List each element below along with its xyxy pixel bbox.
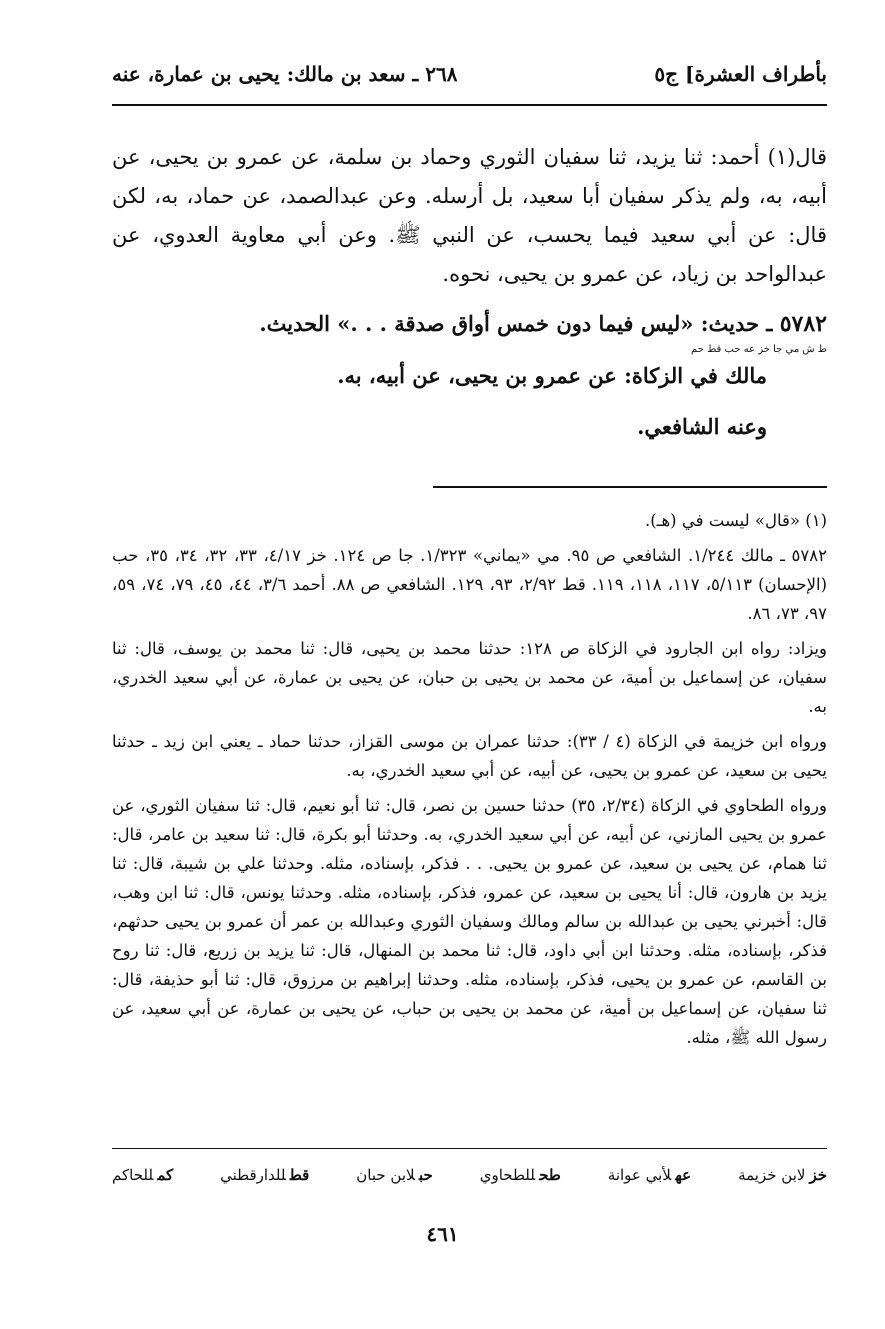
hadith-heading — [112, 304, 827, 344]
header-rule — [112, 104, 827, 106]
footnote-sources: ٥٧٨٢ ـ مالك ١/٢٤٤. الشافعي ص ٩٥. مي «يماني» ١/٣٢٣. جا ص ١٢٤. خز ٤/١٧، ٣٣، ٣٢، ٣٤، ٣٥، حب (الإحسان) ٥/١١٣، ١١٧، ١١٨، ١١٩. قط ٢/٩٢، ٩٣، ١٢٩. الشافعي ص ٨٨. أحمد ٣/٦، ٤٤، ٤٥، ٧٩، ٧٤، ٥٩، ٩٧، ٧٣، ٨٦. — [112, 546, 828, 623]
footnote-khuzaima: ورواه ابن خزيمة في الزكاة (٤ / ٣٣): حدثنا عمران بن موسى القزاز، حدثنا حماد ـ يعني ابن زيد ـ حدثنا يحيى بن سعيد، عن عمرو بن يحيى، عن أبيه، عن أبي سعيد الخدري، به. — [112, 732, 827, 780]
main-text — [112, 138, 827, 446]
hadith-text: ـ حديث: «ليس فيما دون خمس أواق صدقة . . .» الحديث. — [259, 311, 773, 336]
abbreviations-legend — [112, 1166, 827, 1184]
abbreviations-rule — [112, 1148, 827, 1149]
abbr-item: طحللطحاوي — [479, 1166, 561, 1184]
abbr-item: قطللدارقطني — [220, 1166, 310, 1184]
abbr-item: خزلابن خزيمة — [738, 1166, 827, 1184]
footnote-1: (١) «قال» ليست في (هـ). — [644, 511, 827, 530]
paragraph-shafii: وعنه الشافعي. — [637, 414, 767, 439]
paragraph-malik: مالك في الزكاة: عن عمرو بن يحيى، عن أبيه، به. — [337, 363, 767, 388]
abbr-item: حبلابن حبان — [356, 1166, 433, 1184]
abbr-item: عهلأبي عوانة — [607, 1166, 692, 1184]
paragraph-ahmad: قال(١) أحمد: ثنا يزيد، ثنا سفيان الثوري وحماد بن سلمة، عن عمرو بن يحيى، عن أبيه، به، ولم يذكر سفيان أبا سعيد، بل أرسله. وعن عبدالصمد، عن حماد، به، لكن قال: عن أبي سعيد فيما يحسب، عن النبي ﷺ. وعن أبي معاوية العدوي، عن عبدالواحد بن زياد، عن عمرو بن يحيى، نحوه. — [112, 145, 827, 286]
header-section-title: ٢٦٨ ـ سعد بن مالك: يحيى بن عمارة، عنه — [112, 62, 458, 86]
source-sigla: ط ش مي جا خز عه حب قط حم — [691, 344, 827, 355]
footnote-rule — [433, 486, 827, 488]
header-book-title: بأطراف العشرة] ج٥ — [654, 62, 827, 86]
hadith-number: ٥٧٨٢ — [779, 311, 827, 337]
footnotes — [112, 506, 827, 1058]
page-number: ٤٦١ — [426, 1222, 459, 1246]
footnote-tahawi: ورواه الطحاوي في الزكاة (٢/٣٤، ٣٥) حدثنا حسين بن نصر، قال: ثنا أبو نعيم، قال: ثنا سفيان الثوري، عن عمرو بن يحيى المازني، عن أبيه، عن أبي سعيد الخدري، به. وحدثنا أبو بكرة، قال: ثنا سعيد بن عامر، قال: ثنا همام، عن يحيى بن سعيد، عن عمرو بن يحيى. . . فذكر، بإسناده، مثله. وحدثنا علي بن شيبة، قال: ثنا يزيد بن هارون، قال: أنا يحيى بن سعيد، عن عمرو، فذكر، بإسناده، مثله. وحدثنا يونس، قال: ثنا ابن وهب، قال: أخبرني يحيى بن عبدالله بن سالم ومالك وسفيان الثوري وعبدالله بن عمر أن عمرو بن يحيى حدثهم، فذكر، بإسناده، مثله. وحدثنا ابن أبي داود، قال: ثنا محمد بن المنهال، قال: ثنا يزيد بن زريع، قال: ثنا روح بن القاسم، عن عمرو بن يحيى، فذكر، بإسناده، مثله. وحدثنا إبراهيم بن مرزوق، قال: ثنا أبو حذيفة، قال: ثنا سفيان، عن إسماعيل بن أمية، عن محمد بن يحيى بن حباب، عن يحيى بن عمارة، عن أبي سعيد، عن رسول الله ﷺ، مثله. — [112, 796, 827, 1047]
running-header — [112, 52, 827, 96]
footnote-jarud: ويزاد: رواه ابن الجارود في الزكاة ص ١٢٨: حدثنا محمد بن يحيى، قال: ثنا محمد بن يوسف، قال: ثنا سفيان، عن إسماعيل بن أمية، عن محمد بن يحيى بن حبان، عن يحيى بن عمارة، عن أبي سعيد الخدري، به. — [112, 639, 827, 716]
abbr-item: كمللحاكم — [112, 1166, 174, 1184]
